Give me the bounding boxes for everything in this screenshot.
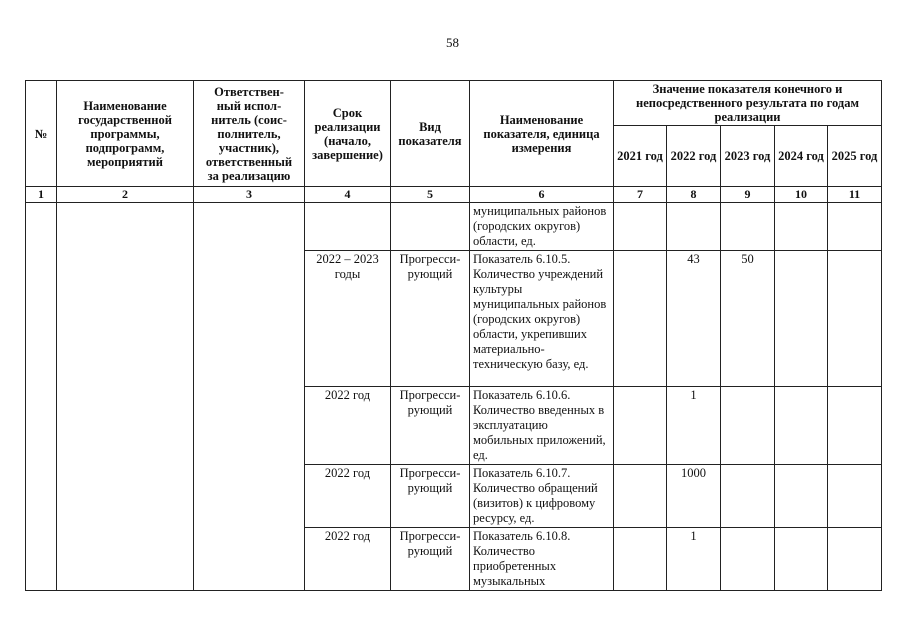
header-year-2021: 2021 год — [614, 126, 667, 187]
column-number: 4 — [305, 187, 391, 203]
cell-term: 2022 год — [305, 387, 391, 465]
cell-value-2025 — [828, 203, 882, 251]
cell-value-2024 — [775, 387, 828, 465]
header-col-name: Наименование государственной программы, подпрограмм, мероприятий — [57, 81, 194, 187]
cell-type: Прогресси- рующий — [391, 528, 470, 591]
header-col-type: Вид показателя — [391, 81, 470, 187]
cell-indicator: Показатель 6.10.6. Количество введенных в эксплуатацию мобильных приложений, ед. — [470, 387, 614, 465]
cell-responsible — [194, 203, 305, 591]
cell-value-2023 — [721, 203, 775, 251]
cell-type: Прогресси- рующий — [391, 251, 470, 387]
header-year-2022: 2022 год — [667, 126, 721, 187]
header-values-group: Значение показателя конечного и непосредственного результата по годам реализации — [614, 81, 882, 126]
header-col-no: № — [26, 81, 57, 187]
cell-value-2021 — [614, 528, 667, 591]
cell-value-2025 — [828, 387, 882, 465]
column-number: 10 — [775, 187, 828, 203]
cell-indicator: Показатель 6.10.8. Количество приобретенных музыкальных — [470, 528, 614, 591]
header-col-responsible: Ответствен- ный испол- нитель (соис- полнитель, участник), ответственный за реализацию — [194, 81, 305, 187]
cell-term: 2022 – 2023 годы — [305, 251, 391, 387]
cell-value-2025 — [828, 528, 882, 591]
header-col-indicator: Наименование показателя, единица измерения — [470, 81, 614, 187]
cell-value-2021 — [614, 387, 667, 465]
cell-value-2023 — [721, 387, 775, 465]
indicator-table — [25, 80, 882, 591]
cell-value-2022: 1 — [667, 387, 721, 465]
cell-value-2022: 43 — [667, 251, 721, 387]
column-number: 1 — [26, 187, 57, 203]
cell-term: 2022 год — [305, 465, 391, 528]
header-col-term: Срок реализации (начало, завершение) — [305, 81, 391, 187]
cell-value-2022 — [667, 203, 721, 251]
cell-value-2024 — [775, 528, 828, 591]
header-year-2023: 2023 год — [721, 126, 775, 187]
cell-value-2023 — [721, 528, 775, 591]
cell-value-2025 — [828, 251, 882, 387]
header-year-2025: 2025 год — [828, 126, 882, 187]
header-year-2024: 2024 год — [775, 126, 828, 187]
cell-value-2022: 1000 — [667, 465, 721, 528]
cell-indicator: муниципальных районов (городских округов) области, ед. — [470, 203, 614, 251]
cell-term — [305, 203, 391, 251]
cell-term: 2022 год — [305, 528, 391, 591]
cell-program-name — [57, 203, 194, 591]
column-number: 7 — [614, 187, 667, 203]
cell-value-2024 — [775, 203, 828, 251]
cell-type: Прогресси- рующий — [391, 465, 470, 528]
cell-value-2022: 1 — [667, 528, 721, 591]
cell-value-2025 — [828, 465, 882, 528]
cell-value-2023: 50 — [721, 251, 775, 387]
cell-value-2021 — [614, 251, 667, 387]
column-number: 11 — [828, 187, 882, 203]
cell-type — [391, 203, 470, 251]
page-number: 58 — [446, 35, 459, 50]
column-number: 9 — [721, 187, 775, 203]
table-row — [26, 203, 882, 251]
cell-indicator: Показатель 6.10.5. Количество учреждений культуры муниципальных районов (городских округов) области, укрепивших материально-техническую базу, ед. — [470, 251, 614, 387]
column-number: 2 — [57, 187, 194, 203]
cell-value-2021 — [614, 465, 667, 528]
column-number: 5 — [391, 187, 470, 203]
cell-indicator: Показатель 6.10.7. Количество обращений (визитов) к цифровому ресурсу, ед. — [470, 465, 614, 528]
column-number: 3 — [194, 187, 305, 203]
cell-value-2024 — [775, 465, 828, 528]
cell-no — [26, 203, 57, 591]
column-number: 8 — [667, 187, 721, 203]
column-number: 6 — [470, 187, 614, 203]
cell-value-2023 — [721, 465, 775, 528]
cell-value-2021 — [614, 203, 667, 251]
cell-value-2024 — [775, 251, 828, 387]
cell-type: Прогресси- рующий — [391, 387, 470, 465]
